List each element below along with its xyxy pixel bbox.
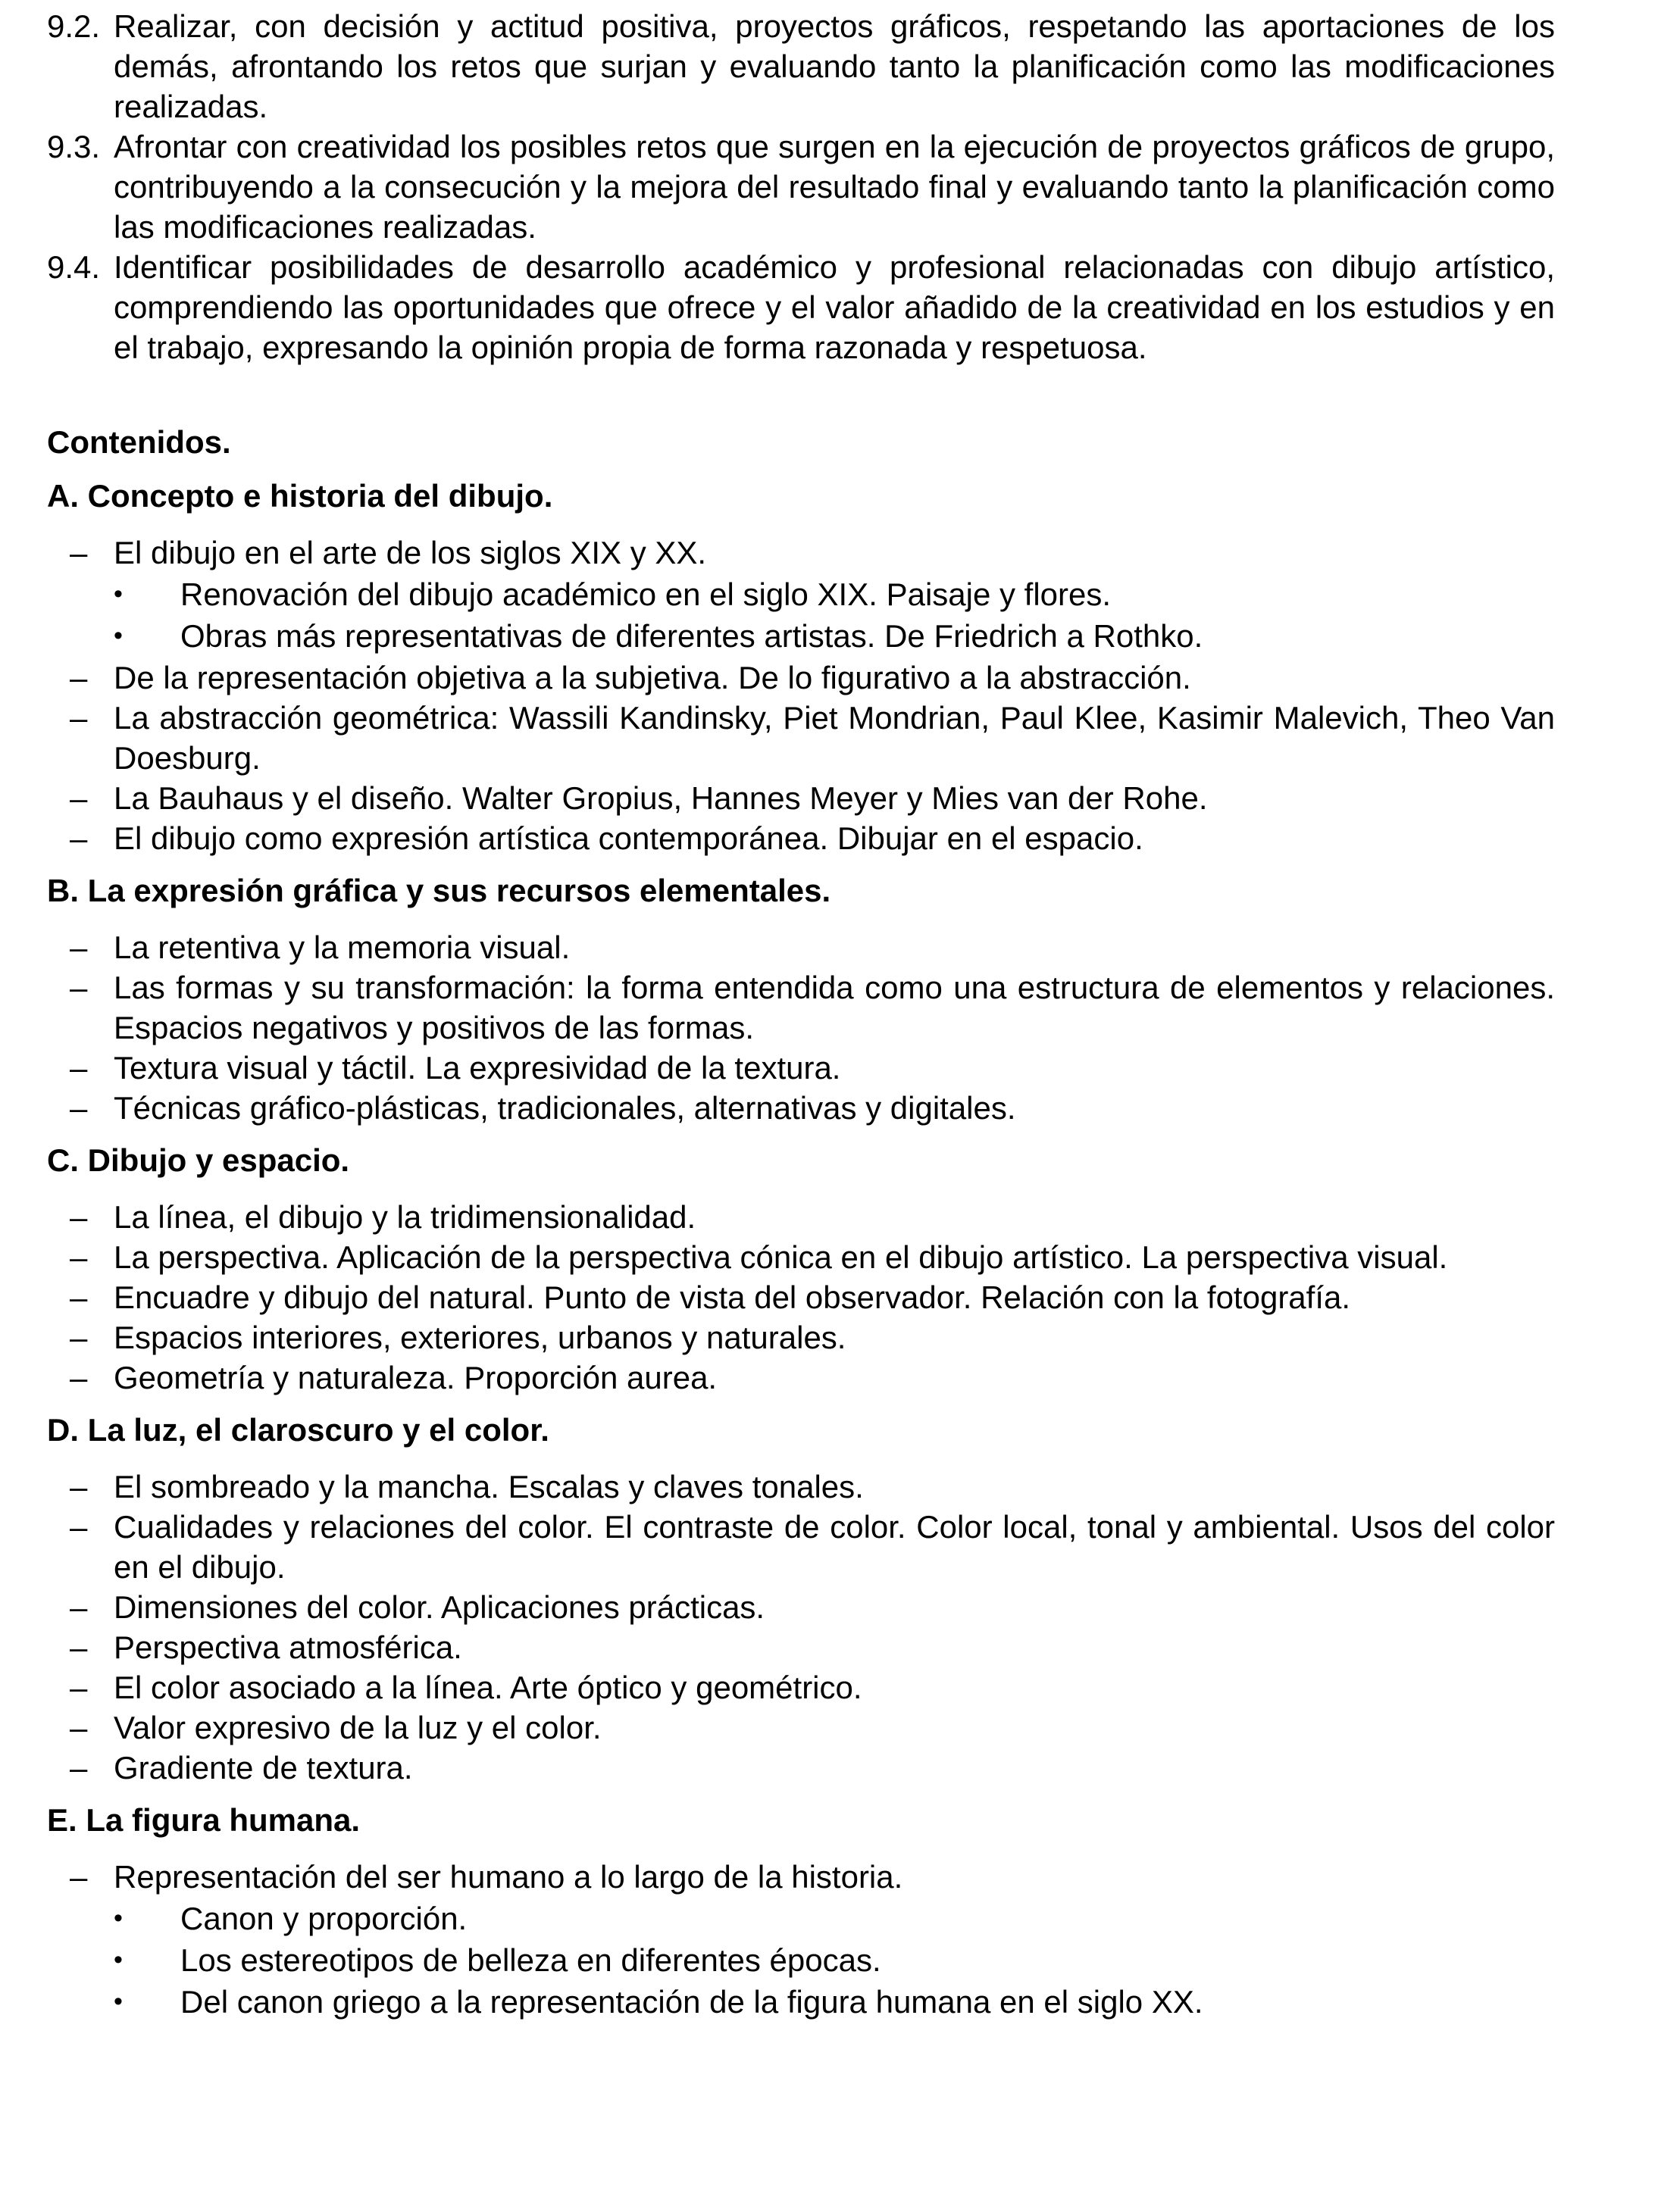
dash-marker: –: [70, 1509, 88, 1545]
section-title: A. Concepto e historia del dibujo.: [47, 478, 553, 514]
dash-marker: –: [70, 1199, 88, 1235]
dash-marker: –: [70, 1360, 88, 1395]
criterion-text: Realizar, con decisión y actitud positiva, proyectos gráficos, respetando las aportaciones de los demás, afrontando los retos que surjan y evaluando tanto la planificación como las modificaciones realizadas.: [114, 8, 1555, 124]
list-item: [47, 1197, 1555, 1237]
section-title: B. La expresión gráfica y sus recursos elementales.: [47, 873, 831, 908]
bullet-marker: •: [114, 1945, 123, 1974]
list-item: [47, 927, 1555, 967]
list-item-text: El dibujo en el arte de los siglos XIX y XX.: [114, 535, 707, 570]
list-item-text: Perspectiva atmosférica.: [114, 1629, 462, 1665]
dash-marker: –: [70, 1239, 88, 1275]
list-item-text: De la representación objetiva a la subjetiva. De lo figurativo a la abstracción.: [114, 660, 1191, 695]
dash-marker: –: [70, 1469, 88, 1504]
criterion-text: Afrontar con creatividad los posibles retos que surgen en la ejecución de proyectos gráficos de grupo, contribuyendo a la consecución y la mejora del resultado final y evaluando tanto la planificación como las modificaciones realizadas.: [114, 129, 1555, 245]
list-item: [47, 1748, 1555, 1788]
section-c: [47, 1140, 1555, 1398]
list-item: [47, 1667, 1555, 1707]
list-item-text: Cualidades y relaciones del color. El contraste de color. Color local, tonal y ambiental. Usos del color en el dibujo.: [114, 1509, 1555, 1585]
list-item-text: Dimensiones del color. Aplicaciones prácticas.: [114, 1589, 765, 1625]
list-item: [47, 698, 1555, 778]
criterion-number: 9.2.: [47, 8, 101, 44]
criterion-9-2: [47, 6, 1555, 127]
list-item-text: Técnicas gráfico-plásticas, tradicionales, alternativas y digitales.: [114, 1090, 1016, 1126]
criterion-text: Identificar posibilidades de desarrollo académico y profesional relacionadas con dibujo artístico, comprendiendo las oportunidades que ofrece y el valor añadido de la creatividad en los estudios y en el trabajo, expresando la opinión propia de forma razonada y respetuosa.: [114, 249, 1555, 365]
list-item: [47, 658, 1555, 698]
dash-marker: –: [70, 535, 88, 570]
dash-marker: –: [70, 1050, 88, 1086]
criterion-number: 9.4.: [47, 249, 101, 285]
list-item: [47, 1277, 1555, 1317]
list-item: [47, 1088, 1555, 1128]
dash-marker: –: [70, 1090, 88, 1126]
dash-marker: –: [70, 1320, 88, 1355]
list-item-text: Encuadre y dibujo del natural. Punto de vista del observador. Relación con la fotografía.: [114, 1279, 1351, 1315]
dash-marker: –: [70, 929, 88, 965]
list-item-text: Geometría y naturaleza. Proporción aurea.: [114, 1360, 718, 1395]
sub-list-item: [47, 616, 1555, 656]
dash-marker: –: [70, 1670, 88, 1705]
list-item: [47, 1507, 1555, 1587]
contenidos-heading: Contenidos.: [47, 424, 231, 460]
dash-marker: –: [70, 1279, 88, 1315]
sub-list-item-text: Renovación del dibujo académico en el siglo XIX. Paisaje y flores.: [180, 576, 1112, 612]
sub-list-item: [47, 1982, 1555, 2022]
list-item: [47, 1857, 1555, 1897]
contenidos-sections: [47, 476, 1555, 2022]
sub-list-item: [47, 1940, 1555, 1980]
dash-marker: –: [70, 820, 88, 856]
dash-marker: –: [70, 1859, 88, 1895]
sub-list-item-text: Del canon griego a la representación de la figura humana en el siglo XX.: [180, 1984, 1203, 2020]
section-b: [47, 870, 1555, 1128]
criterion-9-3: [47, 127, 1555, 247]
list-item-text: La abstracción geométrica: Wassili Kandinsky, Piet Mondrian, Paul Klee, Kasimir Malevich, Theo Van Doesburg.: [114, 700, 1555, 776]
section-e: [47, 1800, 1555, 2022]
list-item-text: La Bauhaus y el diseño. Walter Gropius, Hannes Meyer y Mies van der Rohe.: [114, 780, 1208, 816]
list-item-text: Representación del ser humano a lo largo de la historia.: [114, 1859, 903, 1895]
list-item: [47, 1358, 1555, 1398]
list-item-text: Las formas y su transformación: la forma entendida como una estructura de elementos y relaciones. Espacios negativos y positivos de las formas.: [114, 970, 1555, 1045]
list-item-text: La perspectiva. Aplicación de la perspectiva cónica en el dibujo artístico. La perspectiva visual.: [114, 1239, 1448, 1275]
dash-marker: –: [70, 660, 88, 695]
section-title: E. La figura humana.: [47, 1802, 361, 1838]
list-item: [47, 778, 1555, 818]
section-title: C. Dibujo y espacio.: [47, 1142, 350, 1178]
sub-list-item-text: Los estereotipos de belleza en diferentes épocas.: [180, 1942, 881, 1978]
list-item: [47, 1587, 1555, 1627]
criterion-9-4: [47, 247, 1555, 367]
list-item-text: La retentiva y la memoria visual.: [114, 929, 571, 965]
list-item-text: Espacios interiores, exteriores, urbanos y naturales.: [114, 1320, 846, 1355]
list-item-text: El color asociado a la línea. Arte óptico y geométrico.: [114, 1670, 862, 1705]
dash-marker: –: [70, 970, 88, 1005]
section-d: [47, 1410, 1555, 1788]
dash-marker: –: [70, 1710, 88, 1745]
dash-marker: –: [70, 780, 88, 816]
bullet-marker: •: [114, 1904, 123, 1932]
list-item-text: Valor expresivo de la luz y el color.: [114, 1710, 602, 1745]
sub-list-item: [47, 574, 1555, 614]
dash-marker: –: [70, 700, 88, 736]
list-item: [47, 967, 1555, 1048]
dash-marker: –: [70, 1750, 88, 1786]
sub-list-item-text: Obras más representativas de diferentes artistas. De Friedrich a Rothko.: [180, 618, 1203, 654]
bullet-marker: •: [114, 621, 123, 650]
bullet-marker: •: [114, 1987, 123, 2016]
criterion-number: 9.3.: [47, 129, 101, 164]
list-item: [47, 818, 1555, 858]
criteria-list: [47, 6, 1555, 367]
list-item-text: Gradiente de textura.: [114, 1750, 413, 1786]
list-item: [47, 1467, 1555, 1507]
list-item-text: La línea, el dibujo y la tridimensionalidad.: [114, 1199, 696, 1235]
list-item: [47, 1317, 1555, 1358]
sub-list-item: [47, 1898, 1555, 1939]
bullet-marker: •: [114, 580, 123, 608]
list-item-text: El dibujo como expresión artística contemporánea. Dibujar en el espacio.: [114, 820, 1143, 856]
list-item-text: Textura visual y táctil. La expresividad de la textura.: [114, 1050, 841, 1086]
dash-marker: –: [70, 1629, 88, 1665]
document-page: [47, 6, 1555, 2034]
list-item: [47, 1707, 1555, 1748]
list-item: [47, 533, 1555, 573]
list-item: [47, 1237, 1555, 1277]
list-item: [47, 1627, 1555, 1667]
section-a: [47, 476, 1555, 858]
dash-marker: –: [70, 1589, 88, 1625]
section-title: D. La luz, el claroscuro y el color.: [47, 1412, 549, 1448]
sub-list-item-text: Canon y proporción.: [180, 1901, 468, 1936]
list-item-text: El sombreado y la mancha. Escalas y claves tonales.: [114, 1469, 864, 1504]
list-item: [47, 1048, 1555, 1088]
